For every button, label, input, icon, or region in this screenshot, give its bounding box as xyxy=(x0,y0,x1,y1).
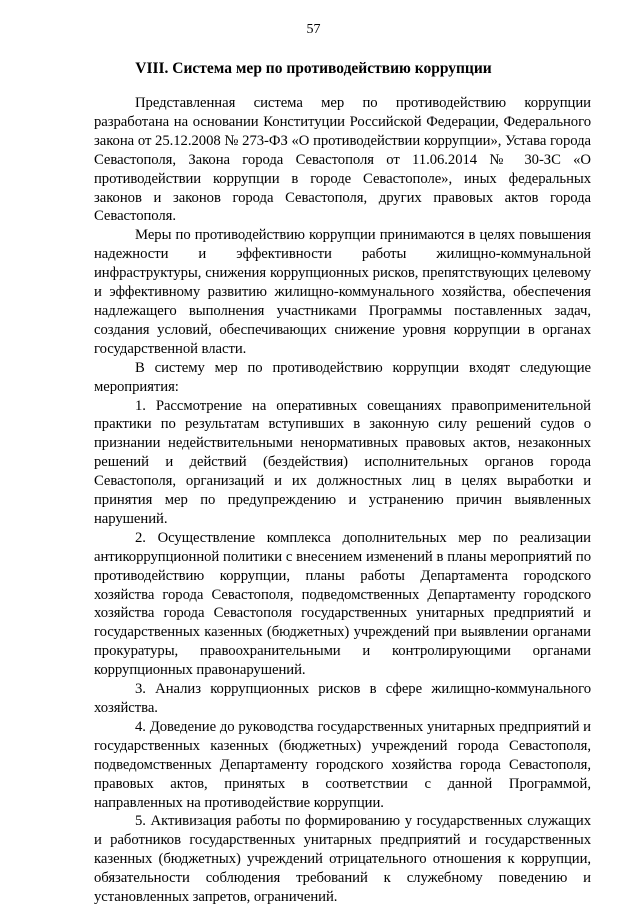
list-item-1: 1. Рассмотрение на оперативных совещаниях правоприменительной практики по результатам вступивших в законную силу решений судов о признании недействительными ненормативных правовых актов, незаконных решений и действий (бездействия) исполнительных органов города Севастополя, организаций и их должностных лиц в целях выработки и принятия мер по предупреждению и устранению причин выявленных нарушений. xyxy=(94,397,591,527)
section-title: VIII. Система мер по противодействию коррупции xyxy=(135,60,492,77)
list-item-3: 3. Анализ коррупционных рисков в сфере жилищно-коммунального хозяйства. xyxy=(94,681,591,716)
page-number: 57 xyxy=(306,22,321,37)
list-item-2: 2. Осуществление комплекса дополнительных мер по реализации антикоррупционной политики с внесением изменений в планы мероприятий по противодействию коррупции, планы работы Департамента городского хозяйства города Севастополя, подведомственных Департаменту городского хозяйства города Севастополя государственных унитарных предприятий и государственных казенных (бюджетных) учреждений при выявлении органами прокуратуры, правоохранительными и контролирующими органами коррупционных правонарушений. xyxy=(94,529,591,679)
document-body xyxy=(94,94,591,907)
list-item-5: 5. Активизация работы по формированию у государственных служащих и работников государственных унитарных предприятий и государственных казенных (бюджетных) учреждений отрицательного отношения к коррупции, обязательности соблюдения требований к служебному поведению и установленных запретов, ограничений. xyxy=(94,813,591,906)
paragraph-measures-list-intro: В систему мер по противодействию коррупции входят следующие мероприятия: xyxy=(94,359,591,395)
paragraph-measures-goals: Меры по противодействию коррупции принимаются в целях повышения надежности и эффективности работы жилищно-коммунальной инфраструктуры, снижения коррупционных рисков, препятствующих целевому и эффективному развитию жилищно-коммунального хозяйства, обеспечения надлежащего выполнения участниками Программы поставленных задач, создания условий, обеспечивающих снижение уровня коррупции в органах государственной власти. xyxy=(94,227,591,357)
list-item-4: 4. Доведение до руководства государственных унитарных предприятий и государственных казенных (бюджетных) учреждений города Севастополя, подведомственных Департаменту городского хозяйства города Севастополя, правовых актов, принятых в соответствии с данной Программой, направленных на противодействие коррупции. xyxy=(94,718,591,811)
paragraph-intro: Представленная система мер по противодействию коррупции разработана на основании Конституции Российской Федерации, Федерального закона от 25.12.2008 № 273-ФЗ «О противодействии коррупции», Устава города Севастополя, Закона города Севастополя от 11.06.2014 № 30-ЗС «О противодействии коррупции в городе Севастополе», иных федеральных законов и законов города Севастополя, других правовых актов города Севастополя. xyxy=(94,95,591,225)
